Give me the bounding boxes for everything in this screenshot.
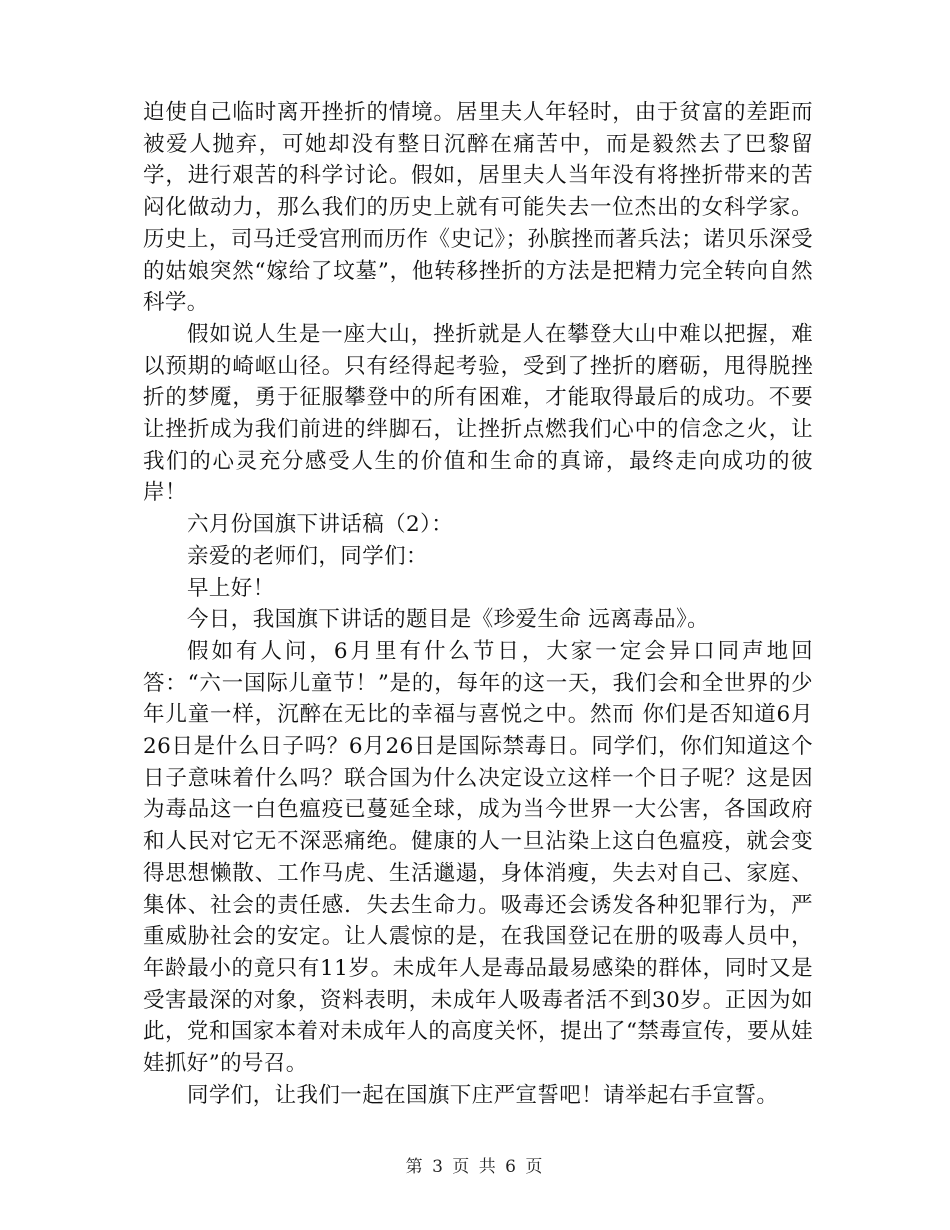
paragraph-1: 迫使自己临时离开挫折的情境。居里夫人年轻时，由于贫富的差距而被爱人抛弃，可她却没有整日沉醉在痛苦中，而是毅然去了巴黎留学，进行艰苦的科学讨论。假如，居里夫人当年没有将挫折带来的苦闷化做动力，那么我们的历史上就有可能失去一位杰出的女科学家。历史上，司马迁受宫刑而历作《史记》；孙膑挫而著兵法；诺贝乐深受的姑娘突然“嫁给了坟墓”，他转移挫折的方法是把精力完全转向自然科学。	[143, 100, 813, 316]
document-body	[143, 97, 813, 1112]
greeting: 早上好！	[187, 575, 275, 601]
speech-heading: 六月份国旗下讲话稿（2）：	[187, 512, 454, 538]
page-number-label: 第 3 页 共 6 页	[405, 1157, 545, 1177]
speech-topic: 今日，我国旗下讲话的题目是《珍爱生命 远离毒品》。	[187, 607, 710, 633]
paragraph-main: 假如有人问，6月里有什么节日，大家一定会异口同声地回答：“六一国际儿童节！”是的，每年的这一天，我们会和全世界的少年儿童一样，沉醉在无比的幸福与喜悦之中。然而 你们是否知道6月26日是什么日子吗？6月26日是国际禁毒日。同学们，你们知道这个日子意味着什么吗？联合国为什么决定设立这样一个日子呢？这是因为毒品这一白色瘟疫已蔓延全球，成为当今世界一大公害，各国政府和人民对它无不深恶痛绝。健康的人一旦沾染上这白色瘟疫，就会变得思想懒散、工作马虎、生活邋遢，身体消瘦，失去对自己、家庭、集体、社会的责任感．失去生命力。吸毒还会诱发各种犯罪行为，严重威胁社会的安定。让人震惊的是，在我国登记在册的吸毒人员中，年龄最小的竟只有11岁。未成年人是毒品最易感染的群体，同时又是受害最深的对象，资料表明，未成年人吸毒者活不到30岁。正因为如此，党和国家本着对未成年人的高度关怀，提出了“禁毒宣传，要从娃娃抓好”的号召。	[143, 638, 813, 1077]
paragraph-oath: 同学们，让我们一起在国旗下庄严宣誓吧！请举起右手宣誓。	[187, 1082, 779, 1108]
salutation: 亲爱的老师们，同学们：	[187, 543, 428, 569]
page-footer	[0, 1152, 950, 1177]
paragraph-2: 假如说人生是一座大山，挫折就是人在攀登大山中难以把握，难以预期的崎岖山径。只有经得起考验，受到了挫折的磨砺，甩得脱挫折的梦魇，勇于征服攀登中的所有困难，才能取得最后的成功。不要让挫折成为我们前进的绊脚石，让挫折点燃我们心中的信念之火，让我们的心灵充分感受人生的价值和生命的真谛，最终走向成功的彼岸！	[143, 321, 813, 506]
